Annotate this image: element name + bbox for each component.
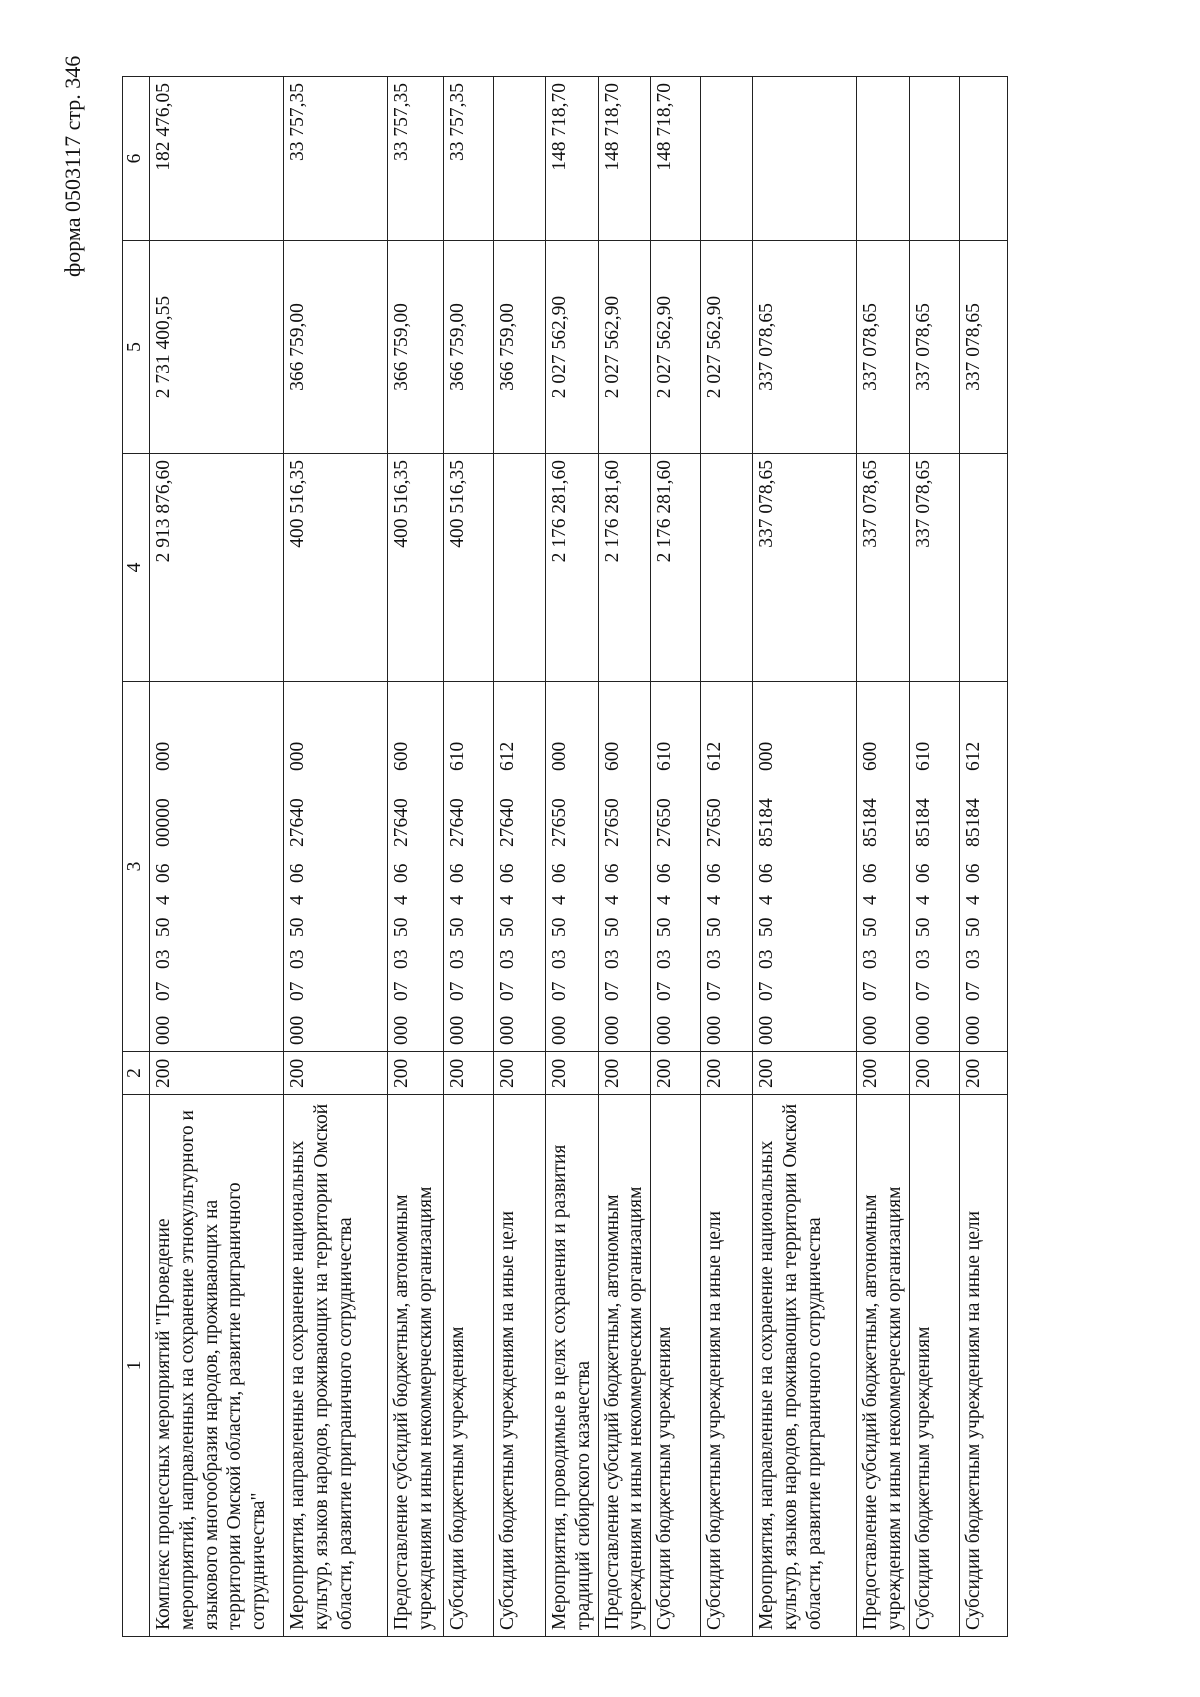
row-approved-amount bbox=[701, 454, 753, 682]
budget-code-segment: 03 bbox=[497, 949, 518, 969]
row-unexecuted-amount: 33 757,35 bbox=[388, 77, 444, 241]
budget-code-segment: 27640 bbox=[447, 798, 468, 847]
budget-report-table bbox=[122, 76, 1008, 1637]
row-unexecuted-amount: 148 718,70 bbox=[598, 77, 651, 241]
budget-code-segment: 07 bbox=[287, 981, 308, 1001]
row-executed-amount: 337 078,65 bbox=[857, 241, 910, 454]
row-line-code: 200 bbox=[701, 1052, 753, 1095]
budget-code-segment: 07 bbox=[860, 981, 882, 1001]
row-approved-amount bbox=[494, 454, 546, 682]
budget-code-segment: 07 bbox=[447, 981, 468, 1001]
row-line-code: 200 bbox=[959, 1052, 1007, 1095]
budget-code-segment: 50 bbox=[447, 917, 468, 937]
budget-code-segment: 07 bbox=[704, 981, 726, 1001]
budget-code-segment: 000 bbox=[497, 1015, 518, 1045]
budget-code-segment: 03 bbox=[962, 949, 984, 969]
row-budget-code bbox=[150, 682, 284, 1052]
column-number-row bbox=[123, 77, 150, 1637]
budget-code-segment: 50 bbox=[287, 917, 308, 937]
budget-code-segment: 03 bbox=[287, 949, 308, 969]
budget-code-segment: 000 bbox=[549, 1015, 570, 1045]
budget-code-segment: 50 bbox=[549, 917, 570, 937]
table-row bbox=[701, 77, 753, 1637]
budget-code-segment: 07 bbox=[153, 981, 174, 1001]
row-executed-amount: 2 731 400,55 bbox=[150, 241, 284, 454]
row-approved-amount: 337 078,65 bbox=[753, 454, 857, 682]
row-budget-code bbox=[546, 682, 599, 1052]
row-budget-code bbox=[753, 682, 857, 1052]
budget-code-segment: 50 bbox=[860, 917, 882, 937]
row-line-code: 200 bbox=[857, 1052, 910, 1095]
row-name: Субсидии бюджетным учреждениям bbox=[651, 1095, 701, 1637]
budget-code-segment: 07 bbox=[497, 981, 518, 1001]
budget-code-segment: 06 bbox=[601, 863, 623, 883]
row-name: Предоставление субсидий бюджетным, автономным учреждениям и иным некоммерческим организациям bbox=[388, 1095, 444, 1637]
table-row bbox=[753, 77, 857, 1637]
row-executed-amount: 366 759,00 bbox=[444, 241, 494, 454]
budget-code-segment: 000 bbox=[601, 1015, 623, 1045]
row-approved-amount: 2 913 876,60 bbox=[150, 454, 284, 682]
budget-code-segment: 07 bbox=[601, 981, 623, 1001]
row-unexecuted-amount bbox=[753, 77, 857, 241]
row-executed-amount: 2 027 562,90 bbox=[598, 241, 651, 454]
budget-code-segment: 000 bbox=[153, 741, 174, 771]
row-unexecuted-amount bbox=[909, 77, 959, 241]
row-line-code: 200 bbox=[651, 1052, 701, 1095]
budget-code-segment: 4 bbox=[287, 895, 308, 905]
budget-code-segment: 03 bbox=[704, 949, 726, 969]
budget-code-segment: 000 bbox=[549, 741, 570, 771]
budget-code-segment: 600 bbox=[601, 741, 623, 771]
table-row bbox=[651, 77, 701, 1637]
row-budget-code bbox=[388, 682, 444, 1052]
row-name: Комплекс процессных мероприятий "Проведение мероприятий, направленных на сохранение этнокультурного и языкового многообразия народов, проживающих на территории Омской области, развитие приграничного сотрудничества" bbox=[150, 1095, 284, 1637]
budget-code-segment: 000 bbox=[287, 1015, 308, 1045]
row-budget-code bbox=[598, 682, 651, 1052]
row-approved-amount: 2 176 281,60 bbox=[598, 454, 651, 682]
row-unexecuted-amount bbox=[494, 77, 546, 241]
budget-code-segment: 000 bbox=[860, 1015, 882, 1045]
budget-code-segment: 610 bbox=[912, 741, 934, 771]
table-row bbox=[857, 77, 910, 1637]
budget-code-segment: 600 bbox=[860, 741, 882, 771]
budget-code-segment: 27640 bbox=[287, 798, 308, 847]
row-approved-amount: 2 176 281,60 bbox=[651, 454, 701, 682]
budget-code-segment: 50 bbox=[704, 917, 726, 937]
row-executed-amount: 2 027 562,90 bbox=[701, 241, 753, 454]
budget-code-segment: 07 bbox=[654, 981, 676, 1001]
row-name: Мероприятия, направленные на сохранение национальных культур, языков народов, проживающих на территории Омской области, развитие приграничного сотрудничества bbox=[284, 1095, 388, 1637]
budget-code-segment: 06 bbox=[704, 863, 726, 883]
budget-code-segment: 000 bbox=[391, 1015, 412, 1045]
budget-code-segment: 27650 bbox=[654, 798, 676, 847]
budget-code-segment: 03 bbox=[153, 949, 174, 969]
row-approved-amount: 337 078,65 bbox=[857, 454, 910, 682]
budget-code-segment: 00000 bbox=[153, 798, 174, 847]
row-budget-code bbox=[701, 682, 753, 1052]
budget-code-segment: 07 bbox=[962, 981, 984, 1001]
table-row bbox=[388, 77, 444, 1637]
budget-code-segment: 4 bbox=[654, 895, 676, 905]
row-unexecuted-amount: 182 476,05 bbox=[150, 77, 284, 241]
row-approved-amount: 400 516,35 bbox=[388, 454, 444, 682]
row-approved-amount: 2 176 281,60 bbox=[546, 454, 599, 682]
column-header-2: 2 bbox=[123, 1052, 150, 1095]
row-budget-code bbox=[909, 682, 959, 1052]
row-line-code: 200 bbox=[598, 1052, 651, 1095]
budget-code-segment: 50 bbox=[962, 917, 984, 937]
row-unexecuted-amount bbox=[701, 77, 753, 241]
budget-code-segment: 06 bbox=[549, 863, 570, 883]
table-row bbox=[959, 77, 1007, 1637]
row-executed-amount: 366 759,00 bbox=[284, 241, 388, 454]
budget-code-segment: 50 bbox=[153, 917, 174, 937]
budget-code-segment: 50 bbox=[391, 917, 412, 937]
budget-code-segment: 000 bbox=[962, 1015, 984, 1045]
budget-code-segment: 4 bbox=[912, 895, 934, 905]
budget-code-segment: 06 bbox=[497, 863, 518, 883]
row-line-code: 200 bbox=[546, 1052, 599, 1095]
row-approved-amount: 400 516,35 bbox=[444, 454, 494, 682]
row-unexecuted-amount: 33 757,35 bbox=[444, 77, 494, 241]
budget-code-segment: 000 bbox=[756, 741, 778, 771]
budget-code-segment: 4 bbox=[153, 895, 174, 905]
row-budget-code bbox=[651, 682, 701, 1052]
table-row bbox=[909, 77, 959, 1637]
row-line-code: 200 bbox=[909, 1052, 959, 1095]
budget-code-segment: 06 bbox=[447, 863, 468, 883]
row-unexecuted-amount: 148 718,70 bbox=[546, 77, 599, 241]
budget-code-segment: 000 bbox=[912, 1015, 934, 1045]
row-name: Предоставление субсидий бюджетным, автономным учреждениям и иным некоммерческим организациям bbox=[598, 1095, 651, 1637]
budget-code-segment: 03 bbox=[654, 949, 676, 969]
row-name: Субсидии бюджетным учреждениям на иные цели bbox=[494, 1095, 546, 1637]
budget-code-segment: 03 bbox=[391, 949, 412, 969]
row-name: Субсидии бюджетным учреждениям bbox=[444, 1095, 494, 1637]
budget-code-segment: 06 bbox=[962, 863, 984, 883]
budget-code-segment: 4 bbox=[447, 895, 468, 905]
budget-code-segment: 03 bbox=[549, 949, 570, 969]
column-header-6: 6 bbox=[123, 77, 150, 241]
budget-code-segment: 000 bbox=[153, 1015, 174, 1045]
row-executed-amount: 366 759,00 bbox=[494, 241, 546, 454]
budget-code-segment: 06 bbox=[756, 863, 778, 883]
form-reference: форма 0503117 стр. 346 bbox=[60, 55, 85, 277]
budget-code-segment: 612 bbox=[704, 741, 726, 771]
budget-code-segment: 600 bbox=[391, 741, 412, 771]
budget-code-segment: 07 bbox=[756, 981, 778, 1001]
row-line-code: 200 bbox=[388, 1052, 444, 1095]
budget-code-segment: 07 bbox=[549, 981, 570, 1001]
budget-code-segment: 4 bbox=[549, 895, 570, 905]
row-name: Мероприятия, направленные на сохранение национальных культур, языков народов, проживающих на территории Омской области, развитие приграничного сотрудничества bbox=[753, 1095, 857, 1637]
budget-code-segment: 06 bbox=[287, 863, 308, 883]
budget-code-segment: 4 bbox=[497, 895, 518, 905]
column-header-3: 3 bbox=[123, 682, 150, 1052]
table-row bbox=[284, 77, 388, 1637]
budget-code-segment: 03 bbox=[601, 949, 623, 969]
row-name: Мероприятия, проводимые в целях сохранения и развития традиций сибирского казачества bbox=[546, 1095, 599, 1637]
budget-code-segment: 06 bbox=[912, 863, 934, 883]
row-unexecuted-amount: 33 757,35 bbox=[284, 77, 388, 241]
budget-code-segment: 27650 bbox=[704, 798, 726, 847]
budget-code-segment: 000 bbox=[287, 741, 308, 771]
budget-code-segment: 000 bbox=[654, 1015, 676, 1045]
row-unexecuted-amount bbox=[857, 77, 910, 241]
budget-code-segment: 06 bbox=[860, 863, 882, 883]
row-budget-code bbox=[284, 682, 388, 1052]
row-name: Субсидии бюджетным учреждениям на иные цели bbox=[701, 1095, 753, 1637]
row-budget-code bbox=[857, 682, 910, 1052]
table-row bbox=[598, 77, 651, 1637]
budget-code-segment: 06 bbox=[391, 863, 412, 883]
budget-code-segment: 612 bbox=[497, 741, 518, 771]
budget-code-segment: 50 bbox=[654, 917, 676, 937]
budget-code-segment: 4 bbox=[704, 895, 726, 905]
row-executed-amount: 337 078,65 bbox=[753, 241, 857, 454]
row-budget-code bbox=[959, 682, 1007, 1052]
budget-code-segment: 000 bbox=[756, 1015, 778, 1045]
budget-code-segment: 50 bbox=[756, 917, 778, 937]
row-executed-amount: 2 027 562,90 bbox=[651, 241, 701, 454]
row-executed-amount: 366 759,00 bbox=[388, 241, 444, 454]
table-row bbox=[150, 77, 284, 1637]
row-executed-amount: 2 027 562,90 bbox=[546, 241, 599, 454]
row-approved-amount: 337 078,65 bbox=[909, 454, 959, 682]
budget-code-segment: 27640 bbox=[391, 798, 412, 847]
row-unexecuted-amount bbox=[959, 77, 1007, 241]
budget-code-segment: 85184 bbox=[962, 798, 984, 847]
row-executed-amount: 337 078,65 bbox=[959, 241, 1007, 454]
budget-code-segment: 610 bbox=[654, 741, 676, 771]
budget-code-segment: 000 bbox=[704, 1015, 726, 1045]
row-unexecuted-amount: 148 718,70 bbox=[651, 77, 701, 241]
budget-code-segment: 50 bbox=[497, 917, 518, 937]
row-line-code: 200 bbox=[284, 1052, 388, 1095]
budget-code-segment: 06 bbox=[153, 863, 174, 883]
budget-code-segment: 50 bbox=[601, 917, 623, 937]
column-header-5: 5 bbox=[123, 241, 150, 454]
budget-code-segment: 4 bbox=[962, 895, 984, 905]
budget-code-segment: 07 bbox=[391, 981, 412, 1001]
budget-code-segment: 000 bbox=[447, 1015, 468, 1045]
budget-code-segment: 27640 bbox=[497, 798, 518, 847]
table-row bbox=[546, 77, 599, 1637]
budget-code-segment: 27650 bbox=[601, 798, 623, 847]
budget-code-segment: 612 bbox=[962, 741, 984, 771]
row-executed-amount: 337 078,65 bbox=[909, 241, 959, 454]
budget-code-segment: 06 bbox=[654, 863, 676, 883]
row-name: Предоставление субсидий бюджетным, автономным учреждениям и иным некоммерческим организациям bbox=[857, 1095, 910, 1637]
column-header-1: 1 bbox=[123, 1095, 150, 1637]
row-name: Субсидии бюджетным учреждениям на иные цели bbox=[959, 1095, 1007, 1637]
budget-code-segment: 50 bbox=[912, 917, 934, 937]
budget-code-segment: 4 bbox=[391, 895, 412, 905]
row-budget-code bbox=[444, 682, 494, 1052]
budget-code-segment: 4 bbox=[860, 895, 882, 905]
budget-code-segment: 03 bbox=[756, 949, 778, 969]
budget-code-segment: 85184 bbox=[756, 798, 778, 847]
column-header-4: 4 bbox=[123, 454, 150, 682]
table-row bbox=[444, 77, 494, 1637]
table-row bbox=[494, 77, 546, 1637]
budget-code-segment: 85184 bbox=[912, 798, 934, 847]
budget-code-segment: 610 bbox=[447, 741, 468, 771]
budget-code-segment: 4 bbox=[601, 895, 623, 905]
budget-code-segment: 03 bbox=[860, 949, 882, 969]
budget-code-segment: 07 bbox=[912, 981, 934, 1001]
row-budget-code bbox=[494, 682, 546, 1052]
budget-code-segment: 27650 bbox=[549, 798, 570, 847]
row-name: Субсидии бюджетным учреждениям bbox=[909, 1095, 959, 1637]
row-approved-amount: 400 516,35 bbox=[284, 454, 388, 682]
budget-code-segment: 4 bbox=[756, 895, 778, 905]
row-approved-amount bbox=[959, 454, 1007, 682]
budget-code-segment: 03 bbox=[447, 949, 468, 969]
budget-code-segment: 85184 bbox=[860, 798, 882, 847]
row-line-code: 200 bbox=[444, 1052, 494, 1095]
budget-code-segment: 03 bbox=[912, 949, 934, 969]
row-line-code: 200 bbox=[753, 1052, 857, 1095]
row-line-code: 200 bbox=[150, 1052, 284, 1095]
row-line-code: 200 bbox=[494, 1052, 546, 1095]
